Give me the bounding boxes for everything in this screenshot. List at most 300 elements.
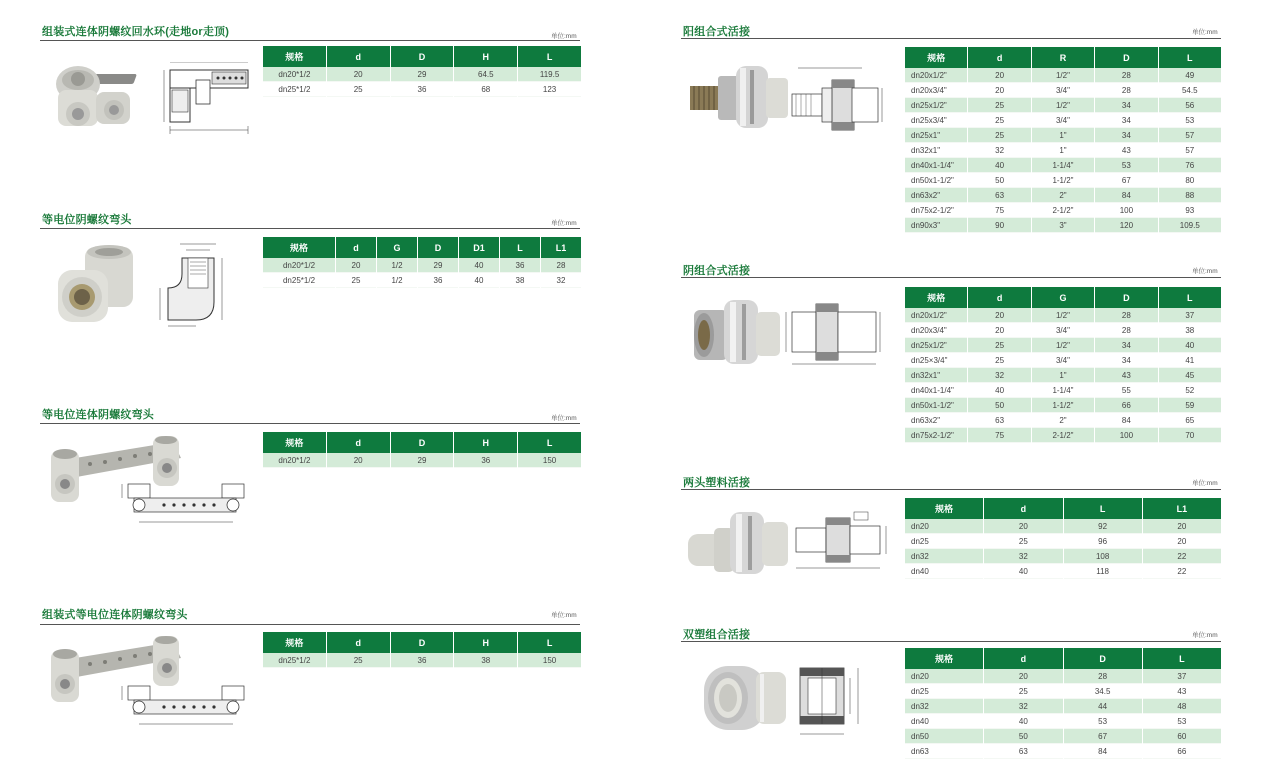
table-header-row xyxy=(263,237,581,258)
table-cell: 84 xyxy=(1064,744,1142,759)
table-row xyxy=(905,744,1221,759)
table-cell: dn20x3/4" xyxy=(905,323,967,338)
table-cell: 63 xyxy=(968,188,1030,203)
product-photo xyxy=(50,242,150,332)
table-cell: 1/2" xyxy=(1032,98,1094,113)
col-header: 规格 xyxy=(263,237,335,258)
table-header-row xyxy=(905,47,1221,68)
table-cell: dn20 xyxy=(905,519,983,534)
table-cell: 32 xyxy=(984,549,1062,564)
col-header: D xyxy=(391,632,454,653)
spec-table xyxy=(262,432,582,468)
table-cell: 3/4" xyxy=(1032,323,1094,338)
table-cell: dn25 xyxy=(905,684,983,699)
table-cell: 108 xyxy=(1064,549,1142,564)
table-cell: 53 xyxy=(1159,113,1221,128)
table-cell: dn20*1/2 xyxy=(263,67,326,82)
table-row xyxy=(905,519,1221,534)
unit-label: 单位:mm xyxy=(551,33,577,40)
table-row xyxy=(905,113,1221,128)
table-cell: 56 xyxy=(1159,98,1221,113)
table-cell: dn40x1-1/4" xyxy=(905,158,967,173)
table-row xyxy=(905,353,1221,368)
divider xyxy=(40,40,580,41)
table-row xyxy=(905,68,1221,83)
table-cell: dn25*1/2 xyxy=(263,273,335,288)
table-cell: 67 xyxy=(1095,173,1157,188)
table-cell: 2-1/2" xyxy=(1032,428,1094,443)
table-cell: 3" xyxy=(1032,218,1094,233)
unit-label: 单位:mm xyxy=(1192,480,1218,487)
col-header: d xyxy=(968,287,1030,308)
table-cell: dn50 xyxy=(905,729,983,744)
table-cell: dn20x3/4" xyxy=(905,83,967,98)
col-header: d xyxy=(968,47,1030,68)
spec-table xyxy=(262,237,582,288)
table-cell: 28 xyxy=(1095,83,1157,98)
table-cell: 25 xyxy=(327,82,390,97)
section-title: 阴组合式活接 xyxy=(683,265,751,277)
table-row xyxy=(905,398,1221,413)
table-cell: 32 xyxy=(968,143,1030,158)
table-row xyxy=(905,729,1221,744)
table-cell: 37 xyxy=(1143,669,1221,684)
table-row xyxy=(263,67,581,82)
table-cell: 22 xyxy=(1143,564,1221,579)
table-cell: 25 xyxy=(968,98,1030,113)
product-photo xyxy=(688,60,793,135)
table-cell: 66 xyxy=(1143,744,1221,759)
table-cell: 28 xyxy=(1095,308,1157,323)
technical-drawing xyxy=(118,482,253,527)
col-header: 规格 xyxy=(263,632,326,653)
col-header: d xyxy=(327,46,390,67)
table-cell: 34 xyxy=(1095,128,1157,143)
table-cell: dn25*1/2 xyxy=(263,82,326,97)
table-cell: dn25x1" xyxy=(905,128,967,143)
table-cell: 1-1/2" xyxy=(1032,173,1094,188)
table-cell: 3/4" xyxy=(1032,353,1094,368)
table-cell: 93 xyxy=(1159,203,1221,218)
table-cell: 3/4" xyxy=(1032,113,1094,128)
table-cell: 20 xyxy=(968,83,1030,98)
divider xyxy=(681,38,1221,39)
table-cell: 1/2" xyxy=(1032,68,1094,83)
table-cell: 70 xyxy=(1159,428,1221,443)
col-header: 规格 xyxy=(905,498,983,519)
col-header: L xyxy=(500,237,540,258)
table-cell: 52 xyxy=(1159,383,1221,398)
table-cell: dn40x1-1/4" xyxy=(905,383,967,398)
table-header-row xyxy=(263,432,581,453)
table-cell: 1" xyxy=(1032,368,1094,383)
table-cell: 1/2" xyxy=(1032,308,1094,323)
product-photo xyxy=(690,296,785,371)
table-cell: 75 xyxy=(968,203,1030,218)
table-row xyxy=(905,308,1221,323)
table-cell: 40 xyxy=(1159,338,1221,353)
table-cell: 29 xyxy=(418,258,458,273)
divider xyxy=(681,489,1221,490)
table-cell: 25 xyxy=(984,534,1062,549)
table-cell: 53 xyxy=(1064,714,1142,729)
table-cell: 20 xyxy=(1143,534,1221,549)
col-header: L xyxy=(1159,287,1221,308)
table-cell: 43 xyxy=(1095,368,1157,383)
table-cell: 40 xyxy=(968,158,1030,173)
table-row xyxy=(905,128,1221,143)
section-title: 等电位阴螺纹弯头 xyxy=(42,214,132,226)
table-cell: 50 xyxy=(984,729,1062,744)
table-cell: 60 xyxy=(1143,729,1221,744)
table-cell: dn90x3" xyxy=(905,218,967,233)
divider xyxy=(40,423,580,424)
product-photo xyxy=(48,52,148,132)
table-cell: 25 xyxy=(968,353,1030,368)
col-header: R xyxy=(1032,47,1094,68)
table-row xyxy=(905,428,1221,443)
table-row xyxy=(905,98,1221,113)
col-header: D xyxy=(391,46,454,67)
table-cell: 40 xyxy=(984,714,1062,729)
table-cell: 1/2" xyxy=(1032,338,1094,353)
table-header-row xyxy=(905,648,1221,669)
table-cell: 66 xyxy=(1095,398,1157,413)
col-header: L xyxy=(518,432,581,453)
table-cell: dn20x1/2" xyxy=(905,308,967,323)
table-cell: 53 xyxy=(1143,714,1221,729)
table-cell: 2-1/2" xyxy=(1032,203,1094,218)
col-header: 规格 xyxy=(905,648,983,669)
table-cell: 76 xyxy=(1159,158,1221,173)
table-cell: 65 xyxy=(1159,413,1221,428)
table-cell: 25 xyxy=(968,113,1030,128)
table-cell: 28 xyxy=(1095,68,1157,83)
table-cell: 34.5 xyxy=(1064,684,1142,699)
table-cell: 118 xyxy=(1064,564,1142,579)
unit-label: 单位:mm xyxy=(551,612,577,619)
technical-drawing xyxy=(118,684,253,729)
col-header: D xyxy=(1095,47,1157,68)
table-cell: 68 xyxy=(454,82,517,97)
table-cell: 36 xyxy=(454,453,517,468)
table-cell: 40 xyxy=(968,383,1030,398)
col-header: d xyxy=(336,237,376,258)
section-title: 组装式等电位连体阴螺纹弯头 xyxy=(42,609,188,621)
table-row xyxy=(263,258,581,273)
col-header: d xyxy=(984,498,1062,519)
technical-drawing xyxy=(792,510,892,575)
spec-table xyxy=(904,47,1222,233)
table-cell: 1/2 xyxy=(377,273,417,288)
table-cell: 36 xyxy=(500,258,540,273)
table-cell: 1" xyxy=(1032,143,1094,158)
table-header-row xyxy=(905,287,1221,308)
table-cell: 20 xyxy=(327,453,390,468)
col-header: L1 xyxy=(541,237,581,258)
table-cell: dn20*1/2 xyxy=(263,453,326,468)
table-cell: 25 xyxy=(968,338,1030,353)
product-photo xyxy=(700,658,795,738)
table-cell: dn32 xyxy=(905,699,983,714)
table-row xyxy=(905,188,1221,203)
spec-table xyxy=(904,648,1222,759)
col-header: G xyxy=(1032,287,1094,308)
table-cell: 36 xyxy=(391,82,454,97)
table-row xyxy=(905,323,1221,338)
table-row xyxy=(905,534,1221,549)
table-cell: 48 xyxy=(1143,699,1221,714)
table-cell: 20 xyxy=(327,67,390,82)
table-cell: dn25×3/4" xyxy=(905,353,967,368)
table-cell: 44 xyxy=(1064,699,1142,714)
table-cell: 36 xyxy=(418,273,458,288)
col-header: D xyxy=(391,432,454,453)
table-cell: 1" xyxy=(1032,128,1094,143)
table-cell: 150 xyxy=(518,653,581,668)
table-row xyxy=(905,368,1221,383)
table-cell: 84 xyxy=(1095,413,1157,428)
col-header: H xyxy=(454,632,517,653)
table-row xyxy=(905,549,1221,564)
table-cell: dn63x2" xyxy=(905,188,967,203)
col-header: L1 xyxy=(1143,498,1221,519)
col-header: D1 xyxy=(459,237,499,258)
technical-drawing xyxy=(150,240,240,330)
table-cell: 59 xyxy=(1159,398,1221,413)
table-cell: 75 xyxy=(968,428,1030,443)
table-row xyxy=(905,714,1221,729)
table-cell: 29 xyxy=(391,67,454,82)
table-cell: dn20x1/2" xyxy=(905,68,967,83)
table-cell: 34 xyxy=(1095,98,1157,113)
product-photo xyxy=(684,506,794,578)
table-row xyxy=(905,158,1221,173)
col-header: 规格 xyxy=(263,46,326,67)
table-cell: 32 xyxy=(968,368,1030,383)
table-cell: 20 xyxy=(336,258,376,273)
table-cell: dn32x1" xyxy=(905,368,967,383)
table-cell: 43 xyxy=(1143,684,1221,699)
table-cell: dn75x2-1/2" xyxy=(905,428,967,443)
table-cell: 40 xyxy=(459,273,499,288)
table-row xyxy=(905,203,1221,218)
col-header: G xyxy=(377,237,417,258)
table-cell: 45 xyxy=(1159,368,1221,383)
table-cell: 25 xyxy=(327,653,390,668)
table-row xyxy=(905,699,1221,714)
table-header-row xyxy=(263,632,581,653)
table-cell: 36 xyxy=(391,653,454,668)
table-cell: dn50x1-1/2" xyxy=(905,173,967,188)
table-cell: 63 xyxy=(968,413,1030,428)
table-cell: dn75x2-1/2" xyxy=(905,203,967,218)
table-row xyxy=(263,653,581,668)
table-cell: 120 xyxy=(1095,218,1157,233)
divider xyxy=(681,277,1221,278)
table-row xyxy=(905,669,1221,684)
table-cell: dn25x1/2" xyxy=(905,338,967,353)
table-cell: dn20 xyxy=(905,669,983,684)
table-cell: 150 xyxy=(518,453,581,468)
table-cell: 88 xyxy=(1159,188,1221,203)
table-row xyxy=(905,413,1221,428)
technical-drawing xyxy=(150,62,260,137)
table-cell: 34 xyxy=(1095,353,1157,368)
table-cell: 20 xyxy=(968,68,1030,83)
table-cell: dn40 xyxy=(905,564,983,579)
table-cell: 2" xyxy=(1032,188,1094,203)
table-row xyxy=(905,143,1221,158)
table-cell: dn40 xyxy=(905,714,983,729)
table-cell: dn32 xyxy=(905,549,983,564)
table-cell: 123 xyxy=(518,82,581,97)
table-cell: 67 xyxy=(1064,729,1142,744)
divider xyxy=(681,641,1221,642)
table-cell: 29 xyxy=(391,453,454,468)
col-header: L xyxy=(1064,498,1142,519)
table-cell: 109.5 xyxy=(1159,218,1221,233)
table-cell: 96 xyxy=(1064,534,1142,549)
table-row xyxy=(905,218,1221,233)
unit-label: 单位:mm xyxy=(551,220,577,227)
table-cell: 28 xyxy=(1064,669,1142,684)
table-cell: 57 xyxy=(1159,143,1221,158)
table-cell: 90 xyxy=(968,218,1030,233)
table-cell: 57 xyxy=(1159,128,1221,143)
col-header: L xyxy=(518,46,581,67)
table-cell: 34 xyxy=(1095,338,1157,353)
spec-table xyxy=(262,46,582,97)
technical-drawing xyxy=(796,660,866,740)
table-cell: 37 xyxy=(1159,308,1221,323)
col-header: D xyxy=(1064,648,1142,669)
table-cell: 20 xyxy=(1143,519,1221,534)
technical-drawing xyxy=(788,62,888,142)
table-cell: 40 xyxy=(984,564,1062,579)
spec-table xyxy=(904,498,1222,579)
unit-label: 单位:mm xyxy=(1192,268,1218,275)
table-cell: 49 xyxy=(1159,68,1221,83)
col-header: d xyxy=(327,432,390,453)
col-header: D xyxy=(1095,287,1157,308)
table-cell: 20 xyxy=(968,308,1030,323)
table-cell: 34 xyxy=(1095,113,1157,128)
table-cell: 1/2 xyxy=(377,258,417,273)
table-cell: 119.5 xyxy=(518,67,581,82)
col-header: D xyxy=(418,237,458,258)
divider xyxy=(40,228,580,229)
col-header: 规格 xyxy=(905,287,967,308)
table-cell: 20 xyxy=(968,323,1030,338)
table-row xyxy=(905,338,1221,353)
table-cell: 28 xyxy=(1095,323,1157,338)
table-cell: 100 xyxy=(1095,428,1157,443)
table-cell: 1-1/4" xyxy=(1032,383,1094,398)
table-row xyxy=(905,83,1221,98)
col-header: L xyxy=(518,632,581,653)
divider xyxy=(40,624,580,625)
table-cell: 38 xyxy=(500,273,540,288)
table-cell: dn50x1-1/2" xyxy=(905,398,967,413)
spec-table xyxy=(262,632,582,668)
table-cell: 40 xyxy=(459,258,499,273)
table-cell: dn63 xyxy=(905,744,983,759)
col-header: 规格 xyxy=(263,432,326,453)
table-cell: dn25 xyxy=(905,534,983,549)
table-cell: dn20*1/2 xyxy=(263,258,335,273)
table-cell: 20 xyxy=(984,669,1062,684)
table-cell: 100 xyxy=(1095,203,1157,218)
section-title: 双塑组合活接 xyxy=(683,629,751,641)
table-cell: 50 xyxy=(968,398,1030,413)
table-cell: 28 xyxy=(541,258,581,273)
col-header: L xyxy=(1159,47,1221,68)
spec-table xyxy=(904,287,1222,443)
table-cell: 25 xyxy=(336,273,376,288)
table-cell: 1-1/4" xyxy=(1032,158,1094,173)
col-header: L xyxy=(1143,648,1221,669)
table-cell: 92 xyxy=(1064,519,1142,534)
unit-label: 单位:mm xyxy=(1192,29,1218,36)
col-header: d xyxy=(327,632,390,653)
table-cell: 84 xyxy=(1095,188,1157,203)
table-cell: 63 xyxy=(984,744,1062,759)
table-row xyxy=(263,82,581,97)
table-cell: 55 xyxy=(1095,383,1157,398)
table-cell: 1-1/2" xyxy=(1032,398,1094,413)
table-cell: 54.5 xyxy=(1159,83,1221,98)
table-row xyxy=(905,173,1221,188)
section-title: 两头塑料活接 xyxy=(683,477,751,489)
table-row xyxy=(905,564,1221,579)
section-title: 等电位连体阴螺纹弯头 xyxy=(42,409,154,421)
table-cell: dn25x1/2" xyxy=(905,98,967,113)
col-header: H xyxy=(454,46,517,67)
table-cell: 25 xyxy=(968,128,1030,143)
section-title: 组装式连体阴螺纹回水环(走地or走顶) xyxy=(42,26,230,38)
table-cell: 32 xyxy=(984,699,1062,714)
table-cell: 3/4" xyxy=(1032,83,1094,98)
table-row xyxy=(263,273,581,288)
table-row xyxy=(905,383,1221,398)
table-cell: 41 xyxy=(1159,353,1221,368)
unit-label: 单位:mm xyxy=(1192,632,1218,639)
table-cell: 80 xyxy=(1159,173,1221,188)
col-header: d xyxy=(984,648,1062,669)
col-header: H xyxy=(454,432,517,453)
col-header: 规格 xyxy=(905,47,967,68)
table-cell: 25 xyxy=(984,684,1062,699)
table-cell: dn32x1" xyxy=(905,143,967,158)
table-cell: 32 xyxy=(541,273,581,288)
table-cell: dn25x3/4" xyxy=(905,113,967,128)
table-cell: 64.5 xyxy=(454,67,517,82)
table-cell: 38 xyxy=(1159,323,1221,338)
table-cell: 53 xyxy=(1095,158,1157,173)
table-cell: 22 xyxy=(1143,549,1221,564)
table-cell: dn25*1/2 xyxy=(263,653,326,668)
table-row xyxy=(263,453,581,468)
table-header-row xyxy=(263,46,581,67)
unit-label: 单位:mm xyxy=(551,415,577,422)
technical-drawing xyxy=(782,294,887,369)
section-title: 阳组合式活接 xyxy=(683,26,751,38)
table-cell: 2" xyxy=(1032,413,1094,428)
table-row xyxy=(905,684,1221,699)
table-cell: 38 xyxy=(454,653,517,668)
table-header-row xyxy=(905,498,1221,519)
